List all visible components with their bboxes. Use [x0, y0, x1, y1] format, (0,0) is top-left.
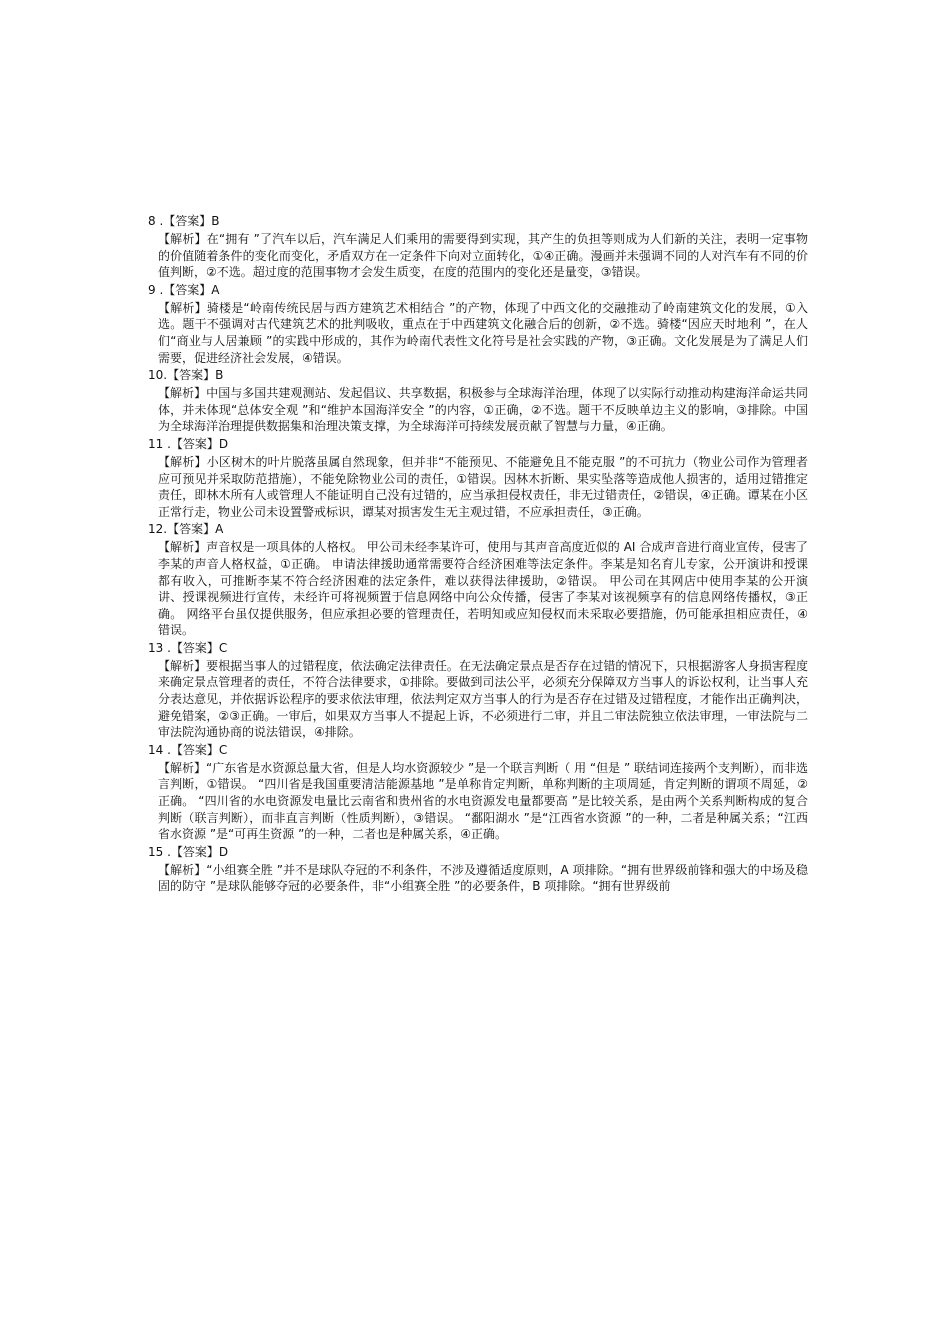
answer-line: 14 .【答案】C [148, 742, 228, 757]
question-14 [148, 742, 808, 843]
analysis-paragraph: 【解析】“广东省是水资源总量大省，但是人均水资源较少 ”是一个联言判断（ 用 “但是 ” 联结词连接两个支判断），而非选言判断，①错误。 “四川省是我国重要清洁能源基地 ”是单称肯定判断，单称判断的主项周延，肯定判断的谓项不周延，②正确。 “四川省的水电资源发电量比云南省和贵州省的水电资源发电量都要高 ”是比较关系，是由两个关系判断构成的复合判断（联言判断），而非直言判断（性质判断），③错误。 “鄱阳湖水 ”是“江西省水资源 ”的一种，二者是种属关系；“江西省水资源 ”是“可再生资源 ”的一种，二者也是种属关系，④正确。 [158, 760, 808, 842]
answer-line: 13 .【答案】C [148, 640, 228, 655]
analysis-paragraph: 【解析】在“拥有 ”了汽车以后，汽车满足人们乘用的需要得到实现，其产生的负担等则成为人们新的关注，表明一定事物的价值随着条件的变化而变化，矛盾双方在一定条件下向对立面转化，①④正确。漫画并未强调不同的人对汽车有不同的价值判断，②不选。超过度的范围事物才会发生质变，在度的范围内的变化还是量变，③错误。 [158, 232, 808, 280]
answer-line: 9 .【答案】A [148, 282, 220, 297]
analysis-paragraph: 【解析】小区树木的叶片脱落虽属自然现象，但并非“不能预见、不能避免且不能克服 ”的不可抗力（物业公司作为管理者应可预见并采取防范措施），不能免除物业公司的责任，①错误。因林木折断、果实坠落等造成他人损害的，适用过错推定责任，即林木所有人或管理人不能证明自己没有过错的，应当承担侵权责任，非无过错责任，②错误，④正确。谭某在小区正常行走，物业公司未设置警戒标识，谭某对损害发生无主观过错，不应承担责任，③正确。 [158, 454, 808, 519]
question-11 [148, 436, 808, 520]
answer-line: 11 .【答案】D [148, 436, 229, 451]
answer-line: 12.【答案】A [148, 522, 224, 537]
analysis-paragraph: 【解析】中国与多国共建观测站、发起倡议、共享数据，积极参与全球海洋治理，体现了以实际行动推动构建海洋命运共同体，并未体现“总体安全观 ”和“维护本国海洋安全 ”的内容，①正确，②不选。题干不反映单边主义的影响，③排除。中国为全球海洋治理提供数据集和治理决策支撑，为全球海洋可持续发展贡献了智慧与力量，④正确。 [158, 386, 808, 434]
analysis-paragraph: 【解析】骑楼是“岭南传统民居与西方建筑艺术相结合 ”的产物，体现了中西文化的交融推动了岭南建筑文化的发展，①入选。题干不强调对古代建筑艺术的批判吸收，重点在于中西建筑文化融合后的创新，②不选。骑楼“因应天时地利 ”，在人们“商业与人居兼顾 ”的实践中形成的，其作为岭南代表性文化符号是社会实践的产物，③正确。文化发展是为了满足人们需要，促进经济社会发展，④错误。 [158, 300, 808, 365]
question-10 [148, 367, 808, 435]
question-15 [148, 844, 808, 895]
question-9 [148, 282, 808, 366]
analysis-paragraph: 【解析】“小组赛全胜 ”并不是球队夺冠的不利条件，不涉及遵循适度原则，A 项排除。“拥有世界级前锋和强大的中场及稳固的防守 ”是球队能够夺冠的必要条件，非“小组赛全胜 ”的必要条件，B 项排除。“拥有世界级前 [158, 862, 808, 894]
answer-line: 15 .【答案】D [148, 844, 229, 859]
question-13 [148, 640, 808, 741]
answer-line: 8 .【答案】B [148, 214, 220, 228]
analysis-paragraph: 【解析】声音权是一项具体的人格权。 甲公司未经李某许可，使用与其声音高度近似的 AI 合成声音进行商业宣传，侵害了李某的声音人格权益，①正确。 申请法律援助通常需要符合经济困难等法定条件。李某是知名育儿专家，公开演讲和授课都有收入，可推断李某不符合经济困难的法定条件，难以获得法律援助，②错误。 甲公司在其网店中使用李某的公开演讲、授课视频进行宣传，未经许可将视频置于信息网络中向公众传播，侵害了李某对该视频享有的信息网络传播权，③正确。 网络平台虽仅提供服务，但应承担必要的管理责任，若明知或应知侵权而未采取必要措施，仍可能承担相应责任，④错误。 [158, 540, 808, 638]
answer-line: 10.【答案】B [148, 368, 224, 383]
answer-sheet [148, 213, 808, 896]
analysis-paragraph: 【解析】要根据当事人的过错程度，依法确定法律责任。在无法确定景点是否存在过错的情况下，只根据游客人身损害程度来确定景点管理者的责任，不符合法律要求，①排除。要做到司法公平，必须充分保障双方当事人的诉讼权利，让当事人充分表达意见，并依据诉讼程序的要求依法审理，依法判定双方当事人的行为是否存在过错及过错程度，才能作出正确判决，避免错案，②③正确。一审后，如果双方当事人不提起上诉，不必须进行二审，并且二审法院独立依法审理，一审法院与二审法院沟通协商的说法错误，④排除。 [158, 658, 808, 740]
question-8 [148, 213, 808, 281]
question-12 [148, 521, 808, 639]
